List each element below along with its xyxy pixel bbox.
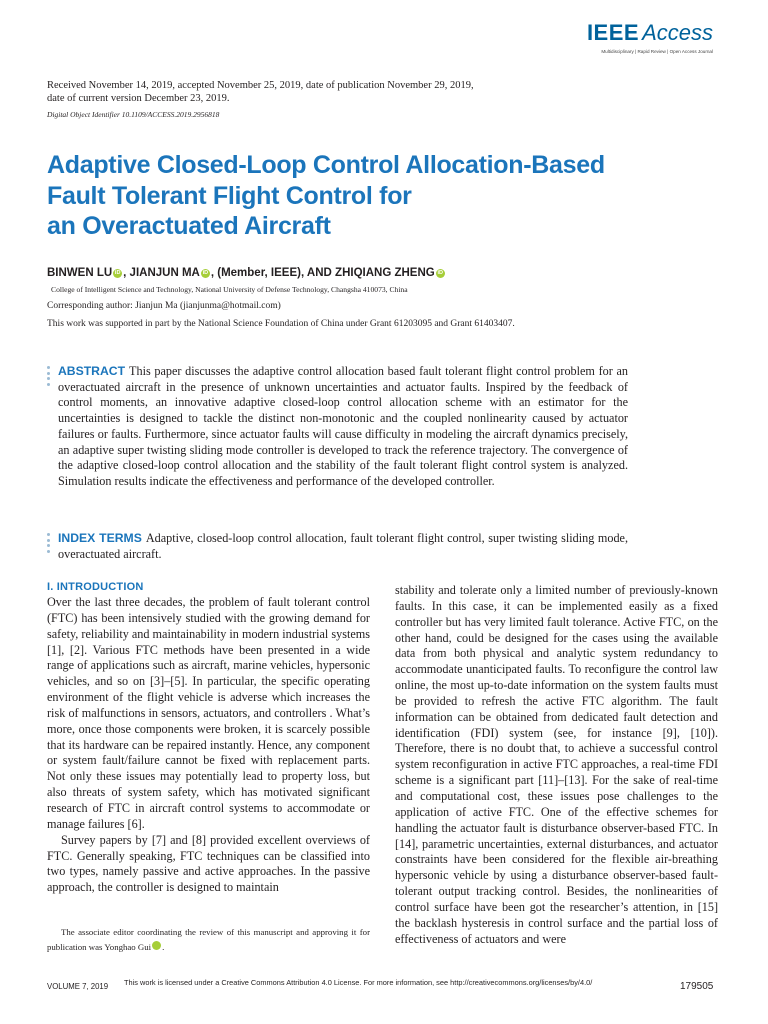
publication-dates [47,80,507,105]
footnote-end: . [162,941,165,952]
dates-line-1: Received November 14, 2019, accepted November 25, 2019, date of publication November 29, 2019, [47,80,474,91]
body-column-right [395,583,718,947]
index-terms-text: Adaptive, closed-loop control allocation, fault tolerant flight control, super twisting sliding mode, overactuated aircraft. [58,531,629,561]
orcid-icon[interactable]: iD [202,269,209,276]
journal-logo [587,22,713,54]
title-line-1: Adaptive Closed-Loop Control Allocation-Based [47,151,605,179]
funding-note: This work was supported in part by the National Science Foundation of China under Grant 61203095 and Grant 61403407. [47,319,515,329]
logo-tagline: Multidisciplinary | Rapid Review | Open Access Journal [601,49,713,54]
paragraph: stability and tolerate only a limited number of previously-known faults. In this case, it can be implemented easily as a fixed controller but has very limited fault tolerance. Active FTC, on the other hand, could be designed for the cases using the available data from both physical and analytic system redundancy to accommodate unanticipated faults. To reconfigure the control law online, the most up-to-date information on the system faults must be provided to refresh the active FTC algorithm. The fault information can be obtained from dedicated fault detection and identification (FDI) system (see, for instance [9], [10]). Therefore, there is no doubt that, to achieve a successful control system reconfiguration in active FTC approaches, a real-time FDI scheme is a significant part [11]–[13]. For the sake of real-time and computational cost, these issues pose challenges to the application of active FTC. One of the effective schemes for handling the actuator fault is disturbance observer-based FTC. In [14], parametric uncertainties, external disturbances, and actuator constraints have been considered for the flexible air-breathing hypersonic vehicle by using a disturbance observer-based fault-tolerant output tracking control. Besides, the nonlinearities of control surface have been got the researcher’s attention, in [15] the backlash hysteresis in control surface and the partial loss of effectiveness of actuators and were [395,583,718,946]
page-number: 179505 [680,981,714,992]
paragraph: Over the last three decades, the problem of fault tolerant control (FTC) has been intensively studied with the growing demand for safety, reliability and maintainability in modern industrial systems [1], [2]. Various FTC methods have been presented in a wide range of applications such as aircraft, marine vehicles, hypersonic vehicles, and so on [3]–[5]. In particular, the specific operating environment of the flight vehicle is adverse which increases the risk of malfunctions in sensors, actuators, and controllers . What’s more, once those components were broken, it is scarcely possible that its hardware can be repaired instantly. Hence, any component or system fault/failure cannot be fixed with replacement parts. Not only these issues may potentially lead to property loss, but also threats of system safety, which has motivated significant research of FTC in aircraft control systems to accommodate or manage failures [6]. [47,595,370,831]
logo-ieee: IEEE [586,20,640,45]
title-line-2: Fault Tolerant Flight Control for [47,181,412,210]
doi: Digital Object Identifier 10.1109/ACCESS.2019.2956818 [47,110,220,119]
author-list [47,267,446,279]
dates-line-2: date of current version December 23, 2019. [47,92,230,104]
paper-title [47,150,667,242]
section-heading: I. INTRODUCTION [47,581,144,593]
orcid-icon[interactable]: iD [114,269,121,276]
footer-license[interactable]: This work is licensed under a Creative Commons Attribution 4.0 License. For more information, see http://creativecommons.org/licenses/by/4.0/ [124,978,593,987]
body-column-left [47,580,370,896]
index-terms-dots-icon [47,533,51,555]
logo-access: Access [642,20,713,45]
abstract-text: This paper discusses the adaptive control allocation based fault tolerant flight control problem for an overactuated aircraft in the presence of unknown uncertainties and actuator faults. Inspired by the feedback of control moments, an innovative adaptive closed-loop control allocation scheme with an estimator for the uncertainties is designed to tackle the distinct non-monotonic and the coupled nonlinearity caused by actuator failures or faults. Furthermore, since actuator faults will cause difficulty in modeling the aircraft dynamics precisely, an adaptive super twisting sliding mode controller is developed to track the reference trajectory. The convergence of the adaptive closed-loop control allocation and the stability of the fault tolerant flight control system is analyzed. Simulation results indicate the effectiveness and performance of the developed controller. [58,364,628,488]
author-3: , (Member, IEEE), AND ZHIQIANG ZHENG [210,267,435,279]
abstract-dots-icon [47,366,51,388]
corresponding-author: Corresponding author: Jianjun Ma (jianjunma@hotmail.com) [47,301,281,311]
orcid-icon[interactable]: iD [152,941,161,950]
author-2: , JIANJUN MA [123,267,200,279]
index-terms [58,531,628,562]
footer-volume: VOLUME 7, 2019 [47,982,109,991]
footnote-text: The associate editor coordinating the review of this manuscript and approving it for publication was Yonghao Gui [47,927,370,952]
title-line-3: an Overactuated Aircraft [47,212,331,240]
abstract-label: ABSTRACT [58,364,126,378]
index-terms-label: INDEX TERMS [58,531,142,545]
orcid-icon[interactable]: iD [437,269,443,276]
logo-wordmark [587,22,713,44]
abstract [58,364,628,490]
affiliation: College of Intelligent Science and Technology, National University of Defense Technology, Changsha 410073, China [51,285,408,294]
paragraph: Survey papers by [7] and [8] provided excellent overviews of FTC. Generally speaking, FTC techniques can be classified into two types, namely passive and active approaches. In the passive approach, the controller is designed to maintain [47,832,370,895]
editor-footnote [47,925,370,954]
author-1: BINWEN LU [47,267,113,279]
